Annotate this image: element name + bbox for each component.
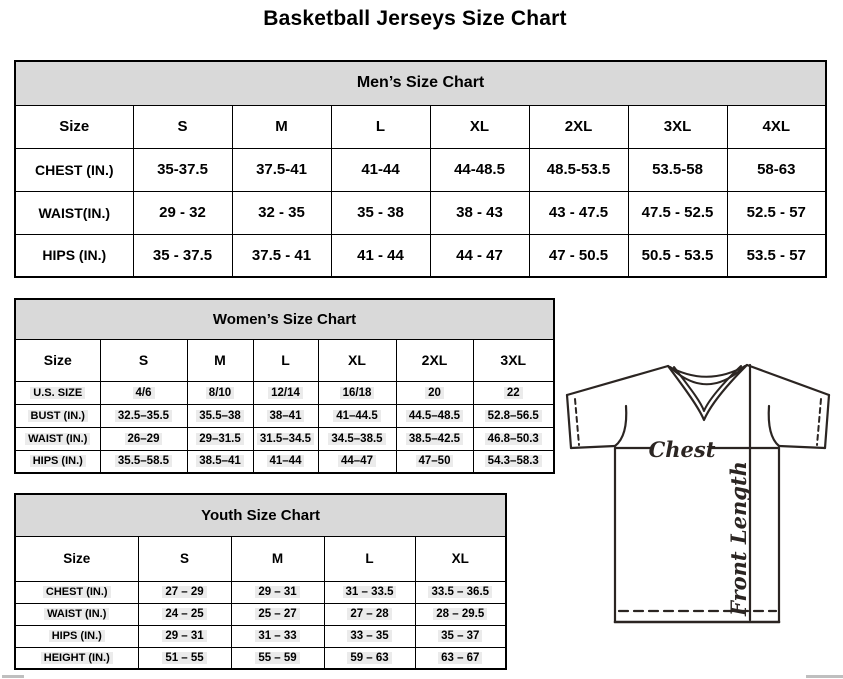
table-cell: 44-48.5 [430,148,529,191]
youth-size-chart-table [14,493,507,670]
table-cell: 32 - 35 [232,191,331,234]
jersey-right-cuff-edge [825,395,829,448]
mens-col-header: XL [430,105,529,148]
womens-col-header: S [100,339,187,381]
table-cell: 47 - 50.5 [529,234,628,277]
table-cell: 16/18 [340,387,375,399]
womens-size-chart-table [14,298,555,474]
womens-us-size-row [15,381,554,404]
table-cell: 51 – 55 [162,652,206,664]
table-cell: 38.5–42.5 [406,433,463,445]
table-cell: 48.5-53.5 [529,148,628,191]
mens-chest-row [15,148,826,191]
table-cell: 34.5–38.5 [328,433,385,445]
table-cell: 41–44 [267,455,305,467]
row-label: HIPS (IN.) [15,234,133,277]
row-label: HEIGHT (IN.) [41,652,113,664]
table-cell: 59 – 63 [347,652,391,664]
jersey-left-shoulder [567,366,668,395]
womens-col-header: XL [318,339,396,381]
table-cell: 50.5 - 53.5 [628,234,727,277]
table-cell: 26–29 [125,433,163,445]
youth-chart-title: Youth Size Chart [15,494,506,536]
table-cell: 58-63 [727,148,826,191]
womens-col-header: L [253,339,318,381]
youth-height-row [15,647,506,669]
table-cell: 35.5–58.5 [115,455,172,467]
row-label: CHEST (IN.) [43,586,111,598]
womens-col-header: 2XL [396,339,473,381]
row-label: WAIST(IN.) [15,191,133,234]
table-cell: 29 – 31 [162,630,206,642]
youth-col-header: Size [15,536,138,581]
table-cell: 52.8–56.5 [485,410,542,422]
mens-waist-row [15,191,826,234]
row-label: CHEST (IN.) [15,148,133,191]
youth-waist-row [15,603,506,625]
table-cell: 31.5–34.5 [257,433,314,445]
table-cell: 35 - 37.5 [133,234,232,277]
table-cell: 31 – 33 [255,630,299,642]
womens-waist-row [15,427,554,450]
mens-hips-row [15,234,826,277]
mens-col-header: 4XL [727,105,826,148]
table-cell: 44 - 47 [430,234,529,277]
jersey-right-sleeve-bottom [779,446,825,448]
row-label: WAIST (IN.) [25,433,90,445]
table-cell: 24 – 25 [162,608,206,620]
womens-hips-row [15,450,554,473]
table-cell: 41-44 [331,148,430,191]
youth-hips-row [15,625,506,647]
mens-col-header: 2XL [529,105,628,148]
table-cell: 32.5–35.5 [115,410,172,422]
table-cell: 47.5 - 52.5 [628,191,727,234]
table-cell: 44.5–48.5 [406,410,463,422]
table-cell: 27 – 29 [162,586,206,598]
table-cell: 53.5-58 [628,148,727,191]
mens-col-header: Size [15,105,133,148]
mens-col-header: L [331,105,430,148]
table-cell: 63 – 67 [438,652,482,664]
womens-col-header: 3XL [473,339,554,381]
womens-chart-title: Women’s Size Chart [15,299,554,339]
table-cell: 38 - 43 [430,191,529,234]
table-cell: 29–31.5 [196,433,244,445]
table-cell: 22 [504,387,523,399]
table-cell: 28 – 29.5 [433,608,487,620]
table-cell: 35.5–38 [196,410,244,422]
page-title: Basketball Jerseys Size Chart [263,7,567,30]
jersey-right-shoulder [747,365,829,395]
womens-header-row [15,339,554,381]
mens-col-header: M [232,105,331,148]
row-label: WAIST (IN.) [44,608,109,620]
table-cell: 41 - 44 [331,234,430,277]
table-cell: 35 – 37 [438,630,482,642]
table-cell: 29 - 32 [133,191,232,234]
table-cell: 52.5 - 57 [727,191,826,234]
youth-col-header: S [138,536,231,581]
mens-chart-title: Men’s Size Chart [15,61,826,105]
row-label: HIPS (IN.) [30,455,86,467]
table-cell: 12/14 [268,387,303,399]
table-cell: 35-37.5 [133,148,232,191]
scrollbar-fragment-right[interactable] [806,675,843,678]
table-cell: 33.5 – 36.5 [428,586,492,598]
jersey-measurement-diagram [556,358,843,634]
table-cell: 27 – 28 [347,608,391,620]
jersey-left-cuff-stitch-dashed-line [575,399,579,445]
jersey-left-armhole-curve [615,406,626,446]
mens-col-header: S [133,105,232,148]
table-cell: 35 - 38 [331,191,430,234]
table-cell: 25 – 27 [255,608,299,620]
mens-size-chart-table [14,60,827,278]
table-cell: 43 - 47.5 [529,191,628,234]
chest-label: Chest [648,437,716,462]
table-cell: 46.8–50.3 [485,433,542,445]
womens-col-header: Size [15,339,100,381]
mens-header-row [15,105,826,148]
jersey-left-cuff-edge [567,395,571,448]
table-cell: 47–50 [416,455,454,467]
table-cell: 38.5–41 [196,455,244,467]
table-cell: 37.5 - 41 [232,234,331,277]
front-length-label: Front Length [726,461,751,616]
table-cell: 54.3–58.3 [485,455,542,467]
table-cell: 31 – 33.5 [343,586,397,598]
youth-header-row [15,536,506,581]
womens-bust-row [15,404,554,427]
row-label: BUST (IN.) [28,410,88,422]
table-cell: 8/10 [206,387,234,399]
table-cell: 55 – 59 [255,652,299,664]
womens-col-header: M [187,339,253,381]
table-cell: 20 [425,387,444,399]
jersey-right-cuff-stitch-dashed-line [817,399,821,445]
mens-col-header: 3XL [628,105,727,148]
youth-col-header: M [231,536,324,581]
table-cell: 4/6 [133,387,155,399]
jersey-right-armhole-curve [769,406,779,446]
table-cell: 29 – 31 [255,586,299,598]
youth-col-header: XL [415,536,506,581]
table-cell: 37.5-41 [232,148,331,191]
table-cell: 33 – 35 [347,630,391,642]
table-cell: 41–44.5 [333,410,381,422]
youth-chest-row [15,581,506,603]
scrollbar-fragment-left[interactable] [2,675,24,678]
row-label: U.S. SIZE [30,387,85,399]
table-cell: 53.5 - 57 [727,234,826,277]
table-cell: 44–47 [338,455,376,467]
youth-col-header: L [324,536,415,581]
table-cell: 38–41 [267,410,305,422]
jersey-left-sleeve-bottom [571,446,615,448]
row-label: HIPS (IN.) [49,630,105,642]
